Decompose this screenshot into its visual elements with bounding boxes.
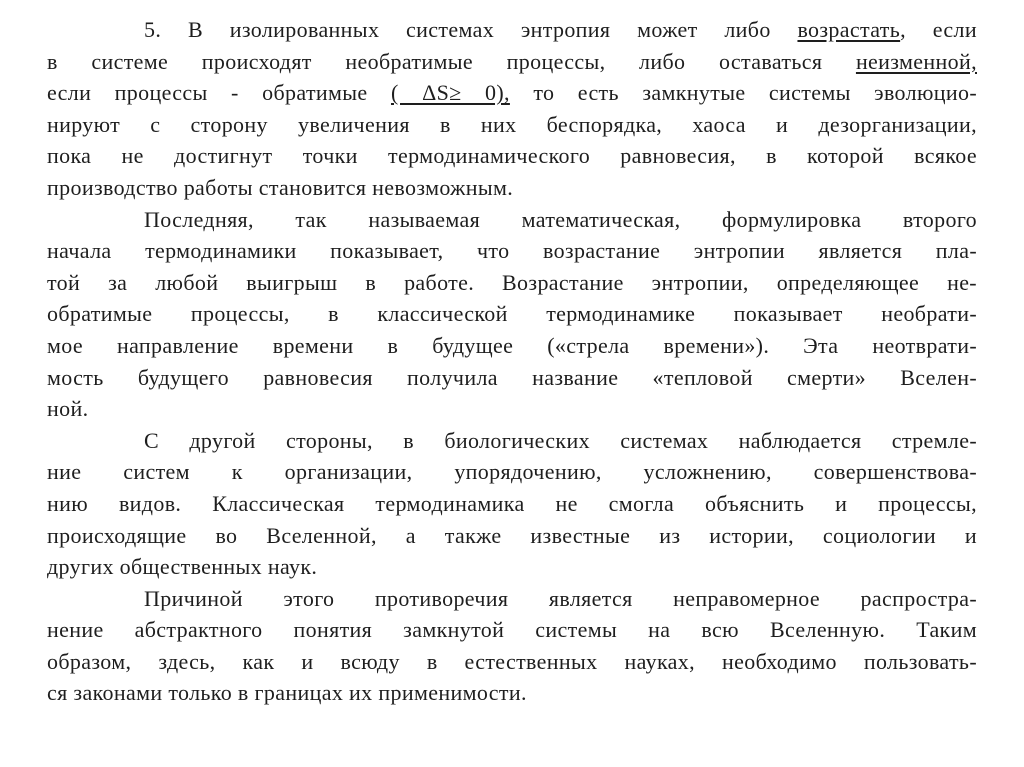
paragraph-line [47,362,977,394]
text-segment: происходящие во Вселенной, а также известные из истории, социологии и [47,522,977,548]
underlined-term: неизменной, [855,48,977,74]
paragraph-line [47,267,977,299]
text-segment: 5. В изолированных системах энтропия может либо [144,17,798,42]
text-segment: , если [900,17,977,42]
paragraph-line [47,140,977,172]
paragraph-line [47,77,977,109]
paragraph-line [47,677,977,709]
paragraph-line [47,456,977,488]
paragraph-line [47,204,977,236]
text-segment: той за любой выигрыш в работе. Возрастание энтропии, определяющее не- [47,269,977,295]
underlined-term: возрастать [797,17,901,42]
paragraph-line [47,109,977,141]
text-segment: нение абстрактного понятия замкнутой системы на всю Вселенную. Таким [47,617,977,643]
paragraph-line [47,614,977,646]
text-segment: С другой стороны, в биологических системах наблюдается стремле- [144,427,977,453]
text-segment: если процессы - обратимые [47,80,391,106]
text-segment: других общественных наук. [47,554,318,580]
paragraph-line [47,646,977,678]
paragraph-line [47,330,977,362]
text-segment: нируют с сторону увеличения в них беспорядка, хаоса и дезорганизации, [47,111,977,137]
text-segment: то есть замкнутые системы эволюцио- [509,80,977,106]
paragraph-line [47,14,977,46]
underlined-term: ( ΔS≥ 0), [390,80,510,106]
paragraph-line [47,46,977,78]
text-segment: ной. [47,396,89,422]
text-segment: образом, здесь, как и всюду в естественных науках, необходимо пользовать- [47,648,977,674]
text-segment: Причиной этого противоречия является неправомерное распростра- [144,585,977,611]
paragraph-line [47,235,977,267]
paragraph-line [47,393,977,425]
paragraph-line [47,551,977,583]
text-segment: мость будущего равновесия получила название «тепловой смерти» Вселен- [47,364,977,390]
text-segment: нию видов. Классическая термодинамика не смогла объяснить и процессы, [47,490,977,516]
paragraph-line [47,172,977,204]
text-segment: мое направление времени в будущее («стрела времени»). Эта неотврати- [47,332,977,358]
text-segment: начала термодинамики показывает, что возрастание энтропии является пла- [47,238,977,264]
paragraph-line [47,583,977,615]
paragraph-line [47,488,977,520]
text-segment: Последняя, так называемая математическая, формулировка второго [144,206,977,232]
paragraph-line [47,298,977,330]
paragraph-line [47,425,977,457]
text-segment: обратимые процессы, в классической термодинамике показывает необрати- [47,301,977,327]
text-segment: ся законами только в границах их применимости. [47,680,527,706]
text-segment: в системе происходят необратимые процессы, либо оставаться [47,48,856,74]
text-segment: производство работы становится невозможным. [47,174,514,200]
text-segment: пока не достигнут точки термодинамического равновесия, в которой всякое [47,143,977,169]
paragraph-line [47,520,977,552]
document-text [47,14,977,709]
text-segment: ние систем к организации, упорядочению, усложнению, совершенствова- [47,459,977,485]
